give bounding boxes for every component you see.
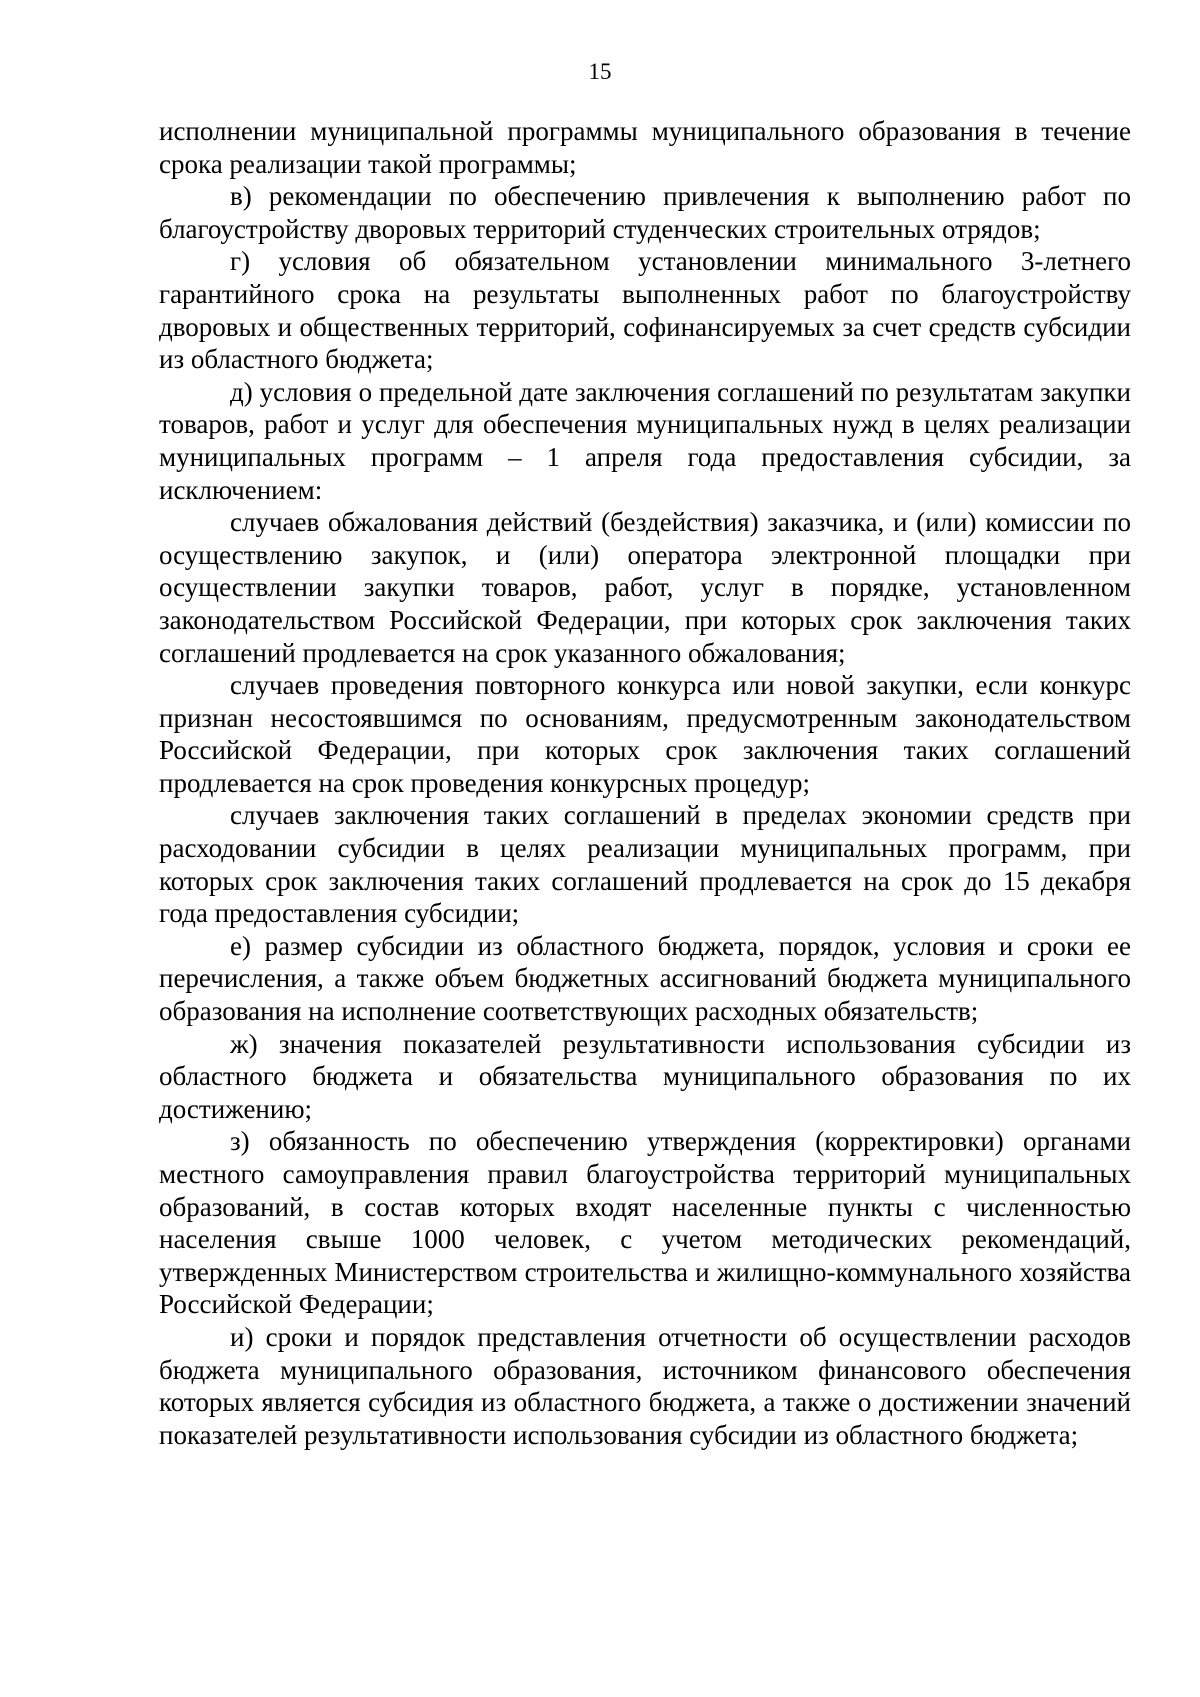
paragraph-item-z: з) обязанность по обеспечению утверждения (корректировки) органами местного самоуправления правил благоустройства территорий муниципальных образований, в состав которых входят населенные пункты с численностью населения свыше 1000 человек, с учетом методических рекомендаций, утвержденных Министерством строительства и жилищно-коммунального хозяйства Российской Федерации; xyxy=(159,1126,1131,1320)
paragraph-item-v: в) рекомендации по обеспечению привлечения к выполнению работ по благоустройству дворовых территорий студенческих строительных отрядов; xyxy=(159,181,1131,244)
paragraph-exception-repeat-tender: случаев проведения повторного конкурса или новой закупки, если конкурс признан несостоявшимся по основаниям, предусмотренным законодательством Российской Федерации, при которых срок заключения таких соглашений продлевается на срок проведения конкурсных процедур; xyxy=(159,670,1131,798)
page-number: 15 xyxy=(588,59,612,84)
paragraph-item-g: г) условия об обязательном установлении минимального 3-летнего гарантийного срока на результаты выполненных работ по благоустройству дворовых и общественных территорий, софинансируемых за счет средств субсидии из областного бюджета; xyxy=(159,246,1131,375)
paragraph-item-zh: ж) значения показателей результативности использования субсидии из областного бюджета и обязательства муниципального образования по их достижению; xyxy=(159,1028,1131,1124)
paragraph-exception-appeal: случаев обжалования действий (бездействия) заказчика, и (или) комиссии по осуществлению закупок, и (или) оператора электронной площадки при осуществлении закупки товаров, работ, услуг в порядке, установленном законодательством Российской Федерации, при которых срок заключения таких соглашений продлевается на срок указанного обжалования; xyxy=(159,507,1131,668)
paragraph-continuation: исполнении муниципальной программы муниципального образования в течение срока реализации такой программы; xyxy=(159,116,1131,179)
paragraph-item-d: д) условия о предельной дате заключения соглашений по результатам закупки товаров, работ и услуг для обеспечения муниципальных нужд в целях реализации муниципальных программ – 1 апреля года предоставления субсидии, за исключением: xyxy=(159,376,1131,505)
paragraph-item-i: и) сроки и порядок представления отчетности об осуществлении расходов бюджета муниципального образования, источником финансового обеспечения которых является субсидия из областного бюджета, а также о достижении значений показателей результативности использования субсидии из областного бюджета; xyxy=(159,1321,1131,1450)
document-body xyxy=(159,115,1131,1451)
paragraph-item-e: е) размер субсидии из областного бюджета, порядок, условия и сроки ее перечисления, а также объем бюджетных ассигнований бюджета муниципального образования на исполнение соответствующих расходных обязательств; xyxy=(159,930,1131,1027)
paragraph-exception-savings: случаев заключения таких соглашений в пределах экономии средств при расходовании субсидии в целях реализации муниципальных программ, при которых срок заключения таких соглашений продлевается на срок до 15 декабря года предоставления субсидии; xyxy=(159,800,1131,929)
